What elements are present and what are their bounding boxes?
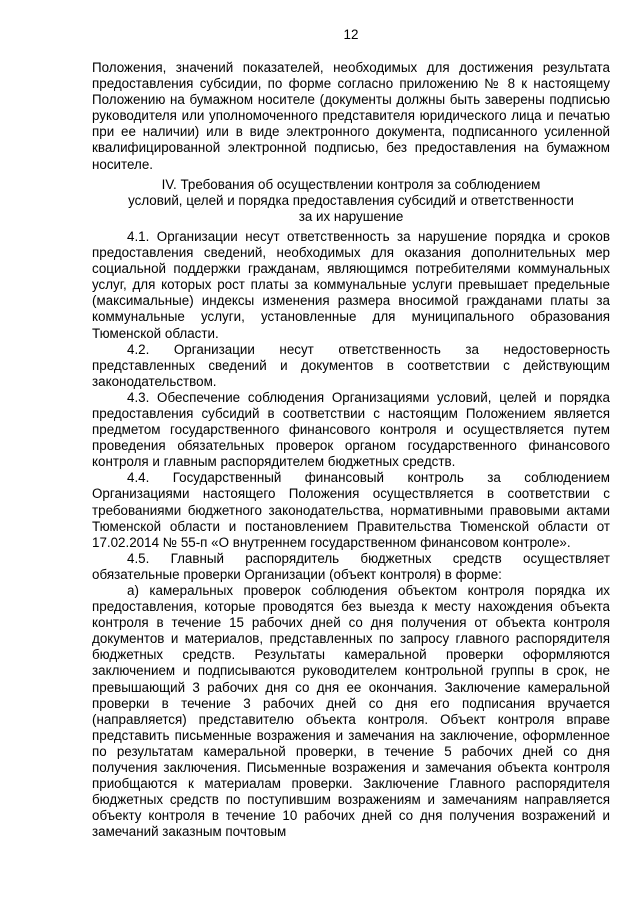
section-heading — [92, 177, 610, 225]
section-heading-line: за их нарушение — [298, 208, 404, 224]
paragraph-4-1: 4.1. Организации несут ответственность за нарушение порядка и сроков предоставления сведений, необходимых для оказания дополнительных мер социальной поддержки гражданам, являющимся потребителями коммунальных услуг, для которых рост платы за коммунальные услуги превышает предельные (максимальные) индексы изменения размера вносимой гражданами платы за коммунальные услуги, установленные для муниципального образования Тюменской области. — [92, 228, 610, 341]
page-number: 12 — [343, 27, 359, 42]
paragraph-4-2: 4.2. Организации несут ответственность за недостоверность представленных сведений и документов в соответствии с действующим законодательством. — [92, 341, 610, 389]
paragraph-4-3: 4.3. Обеспечение соблюдения Организациями условий, целей и порядка предоставления субсидий в соответствии с настоящим Положением является предметом государственного финансового контроля и осуществляется путем проведения обязательных проверок органом государственного финансового контроля и главным распорядителем бюджетных средств. — [92, 389, 610, 470]
section-heading-line: условий, целей и порядка предоставления субсидий и ответственности — [128, 192, 574, 208]
section-heading-line: IV. Требования об осуществлении контроля за соблюдением — [161, 176, 541, 192]
paragraph-4-5: 4.5. Главный распорядитель бюджетных средств осуществляет обязательные проверки Организации (объект контроля) в форме: — [92, 550, 610, 582]
paragraph-intro: Положения, значений показателей, необходимых для достижения результата предоставления субсидии, по форме согласно приложению № 8 к настоящему Положению на бумажном носителе (документы должны быть заверены подписью руководителя или уполномоченного представителя юридического лица и печатью при ее наличии) или в виде электронного документа, подписанного усиленной квалифицированной электронной подписью, без предоставления на бумажном носителе. — [92, 60, 610, 172]
paragraph-4-4: 4.4. Государственный финансовый контроль за соблюдением Организациями настоящего Положения осуществляется в соответствии с требованиями бюджетного законодательства, нормативными правовыми актами Тюменской области и постановлением Правительства Тюменской области от 17.02.2014 № 55-п «О внутреннем государственном финансовом контроле». — [92, 470, 610, 550]
paragraph-4-5-a: а) камеральных проверок соблюдения объектом контроля порядка их предоставления, которые проводятся без выезда к месту нахождения объекта контроля в течение 15 рабочих дней со дня получения от объекта контроля документов и материалов, представленных по запросу главного распорядителя бюджетных средств. Результаты камеральной проверки оформляются заключением и подписываются руководителем контрольной группы в срок, не превышающий 3 рабочих дня со дня ее окончания. Заключение камеральной проверки в течение 3 рабочих дней со дня его подписания вручается (направляется) представителю объекта контроля. Объект контроля вправе представить письменные возражения и замечания на заключение, оформленное по результатам камеральной проверки, в течение 5 рабочих дней со дня получения заключения. Письменные возражения и замечания объекта контроля приобщаются к материалам проверки. Заключение Главного распорядителя бюджетных средств по поступившим возражениям и замечаниям направляется объекту контроля в течение 10 рабочих дней со дня получения возражений и замечаний заказным почтовым — [92, 583, 610, 840]
